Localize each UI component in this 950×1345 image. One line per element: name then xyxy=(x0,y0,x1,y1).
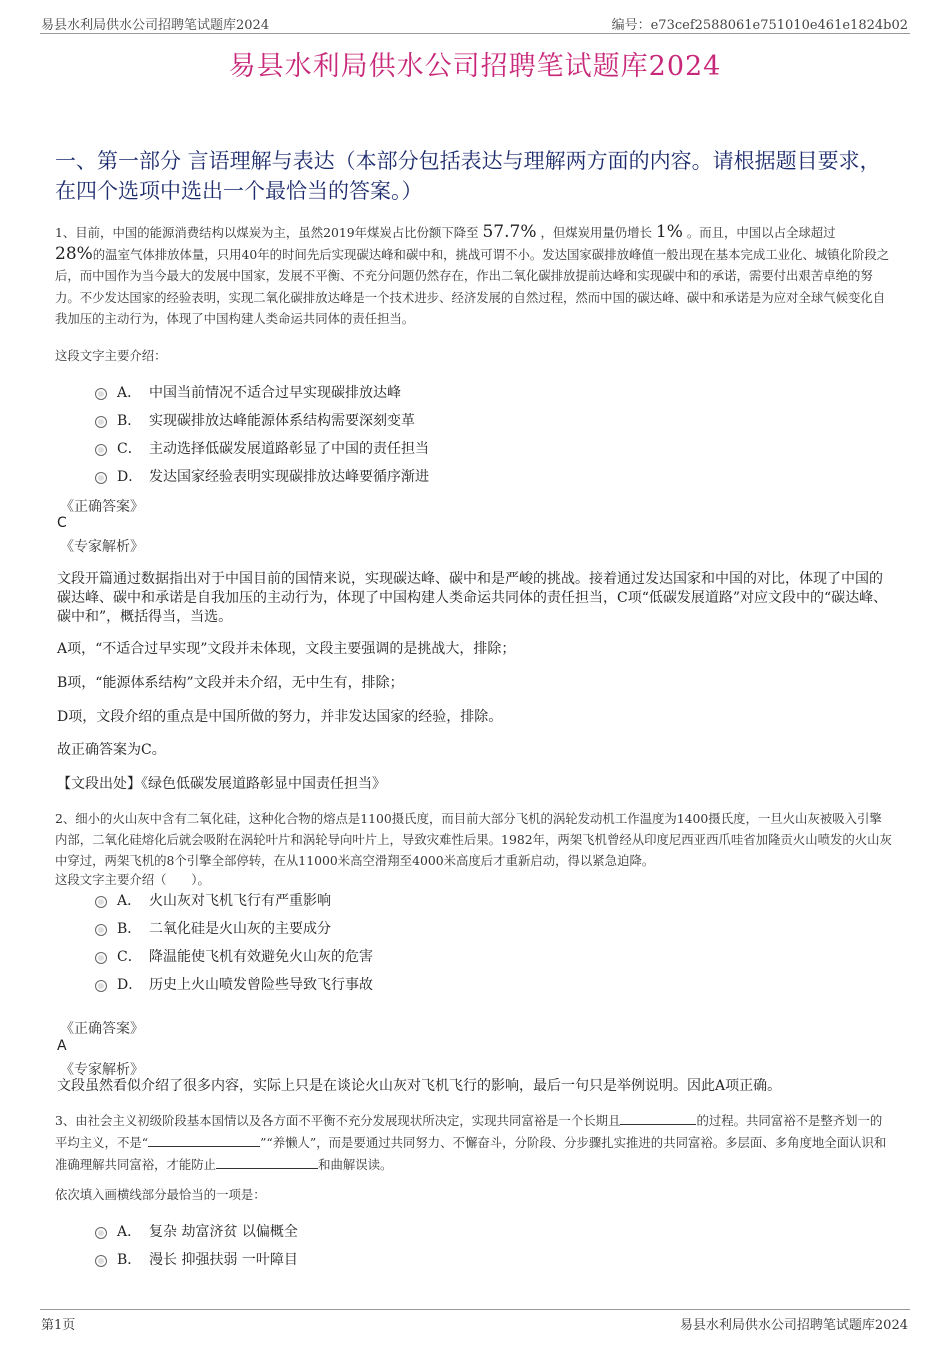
header-doc-title: 易县水利局供水公司招聘笔试题库2024 xyxy=(41,18,270,33)
q2-option-a[interactable]: A． 火山灰对飞机飞行有严重影响 xyxy=(95,890,331,912)
stat-emission-share: 28% xyxy=(55,243,93,264)
q3-option-b[interactable]: B． 漫长 抑强扶弱 一叶障目 xyxy=(95,1249,298,1271)
q1-analysis-label: 《专家解析》 xyxy=(60,539,144,555)
radio-icon[interactable] xyxy=(95,388,107,400)
q2-option-d[interactable]: D． 历史上火山喷发曾险些导致飞行事故 xyxy=(95,974,373,996)
radio-icon[interactable] xyxy=(95,1255,107,1267)
page-title: 易县水利局供水公司招聘笔试题库2024 xyxy=(228,51,722,82)
q1-option-a[interactable]: A． 中国当前情况不适合过早实现碳排放达峰 xyxy=(95,382,401,404)
radio-icon[interactable] xyxy=(95,416,107,428)
radio-icon[interactable] xyxy=(95,952,107,964)
q2-option-c[interactable]: C． 降温能使飞机有效避免火山灰的危害 xyxy=(95,946,373,968)
q1-answer: C xyxy=(57,515,67,531)
question-3-prompt: 依次填入画横线部分最恰当的一项是： xyxy=(55,1187,266,1202)
q1-option-d[interactable]: D． 发达国家经验表明实现碳排放达峰要循序渐进 xyxy=(95,466,429,488)
header-doc-id: 编号：e73cef2588061e751010e461e1824b02 xyxy=(611,18,908,33)
q1-source: 【文段出处】《绿色低碳发展道路彰显中国责任担当》 xyxy=(57,776,386,792)
footer-divider xyxy=(40,1309,910,1310)
q1-answer-label: 《正确答案》 xyxy=(60,499,144,515)
q2-analysis: 文段虽然看似介绍了很多内容，实际上只是在谈论火山灰对飞机飞行的影响，最后一句只是举例说明。因此A项正确。 xyxy=(57,1078,782,1094)
question-2-text: 2、细小的火山灰中含有二氧化硅，这种化合物的熔点是1100摄氏度，而目前大部分飞机的涡轮发动机工作温度为1400摄氏度，一旦火山灰被吸入引擎内部，二氧化硅熔化后就会吸附在涡轮叶片和涡轮导向叶片上，导致灾难性后果。1982年，两架飞机曾经从印度尼西亚西爪哇省加隆贡火山喷发的火山灰中穿过，两架飞机的8个引擎全部停转，在从11000米高空滑翔至4000米高度后才重新启动，得以紧急迫降。 xyxy=(55,811,892,868)
blank-3[interactable] xyxy=(216,1156,318,1169)
q1-analysis-conclusion: 故正确答案为C。 xyxy=(57,742,166,758)
q2-option-b[interactable]: B． 二氧化硅是火山灰的主要成分 xyxy=(95,918,331,940)
q2-answer: A xyxy=(57,1038,67,1054)
q1-analysis-main: 文段开篇通过数据指出对于中国目前的国情来说，实现碳达峰、碳中和是严峻的挑战。接着通过发达国家和中国的对比，体现了中国的碳达峰、碳中和承诺是自我加压的主动行为，体现了中国构建人类命运共同体的责任担当，C项“低碳发展道路”对应文段中的“碳达峰、碳中和”，概括得当，当选。 xyxy=(57,571,888,625)
stat-coal-share: 57.7% xyxy=(482,222,537,242)
page-number: 第1页 xyxy=(41,1318,76,1333)
q1-analysis-b: B项，“能源体系结构”文段并未介绍，无中生有，排除； xyxy=(57,675,404,691)
q2-analysis-label: 《专家解析》 xyxy=(60,1062,144,1078)
radio-icon[interactable] xyxy=(95,896,107,908)
q1-analysis-d: D项，文段介绍的重点是中国所做的努力，并非发达国家的经验，排除。 xyxy=(57,709,503,725)
radio-icon[interactable] xyxy=(95,472,107,484)
question-1-prompt: 这段文字主要介绍： xyxy=(55,348,167,363)
footer-doc-title: 易县水利局供水公司招聘笔试题库2024 xyxy=(679,1318,908,1333)
radio-icon[interactable] xyxy=(95,444,107,456)
section-heading: 一、第一部分 言语理解与表达（本部分包括表达与理解两方面的内容。请根据题目要求，在四个选项中选出一个最恰当的答案。） xyxy=(55,149,881,203)
radio-icon[interactable] xyxy=(95,924,107,936)
radio-icon[interactable] xyxy=(95,1227,107,1239)
question-2-prompt: 这段文字主要介绍（ ）。 xyxy=(55,872,210,887)
radio-icon[interactable] xyxy=(95,980,107,992)
question-3-text: 3、由社会主义初级阶段基本国情以及各方面不平衡不充分发展现状所决定，实现共同富裕是一个长期且 的过程。共同富裕不是整齐划一的平均主义，不是“ ”“养懒人”，而是要通过共同努力、不懈奋斗，分阶段、分步骤扎实推进的共同富裕。多层面、多角度地全面认识和准确理解共同富裕，才能防止 和曲解误读。 xyxy=(55,1113,887,1172)
question-1-text: 1、目前，中国的能源消费结构以煤炭为主，虽然2019年煤炭占比份额下降至 57.7% ，但煤炭用量仍增长 1% 。而且，中国以占全球超过 28%的温室气体排放体量，只用40年的时间先后实现碳达峰和碳中和，挑战可谓不小。发达国家碳排放峰值一般出现在基本完成工业化、城镇化阶段之后，而中国作为当今最大的发展中国家，发展不平衡、不充分问题仍然存在，作出二氧化碳排放提前达峰和实现碳中和的承诺，需要付出艰苦卓绝的努力。不少发达国家的经验表明，实现二氧化碳排放达峰是一个技术进步、经济发展的自然过程，然而中国的碳达峰、碳中和承诺是为应对全球气候变化自我加压的主动行为，体现了中国构建人类命运共同体的责任担当。 xyxy=(55,222,890,327)
blank-2[interactable] xyxy=(148,1134,260,1147)
q1-analysis-a: A项，“不适合过早实现”文段并未体现，文段主要强调的是挑战大，排除； xyxy=(57,641,516,657)
stat-coal-growth: 1% xyxy=(655,222,683,242)
q2-answer-label: 《正确答案》 xyxy=(60,1021,144,1037)
blank-1[interactable] xyxy=(620,1112,696,1125)
header-divider xyxy=(40,33,910,34)
q1-option-b[interactable]: B． 实现碳排放达峰能源体系结构需要深刻变革 xyxy=(95,410,415,432)
q3-option-a[interactable]: A． 复杂 劫富济贫 以偏概全 xyxy=(95,1221,298,1243)
q1-option-c[interactable]: C． 主动选择低碳发展道路彰显了中国的责任担当 xyxy=(95,438,429,460)
